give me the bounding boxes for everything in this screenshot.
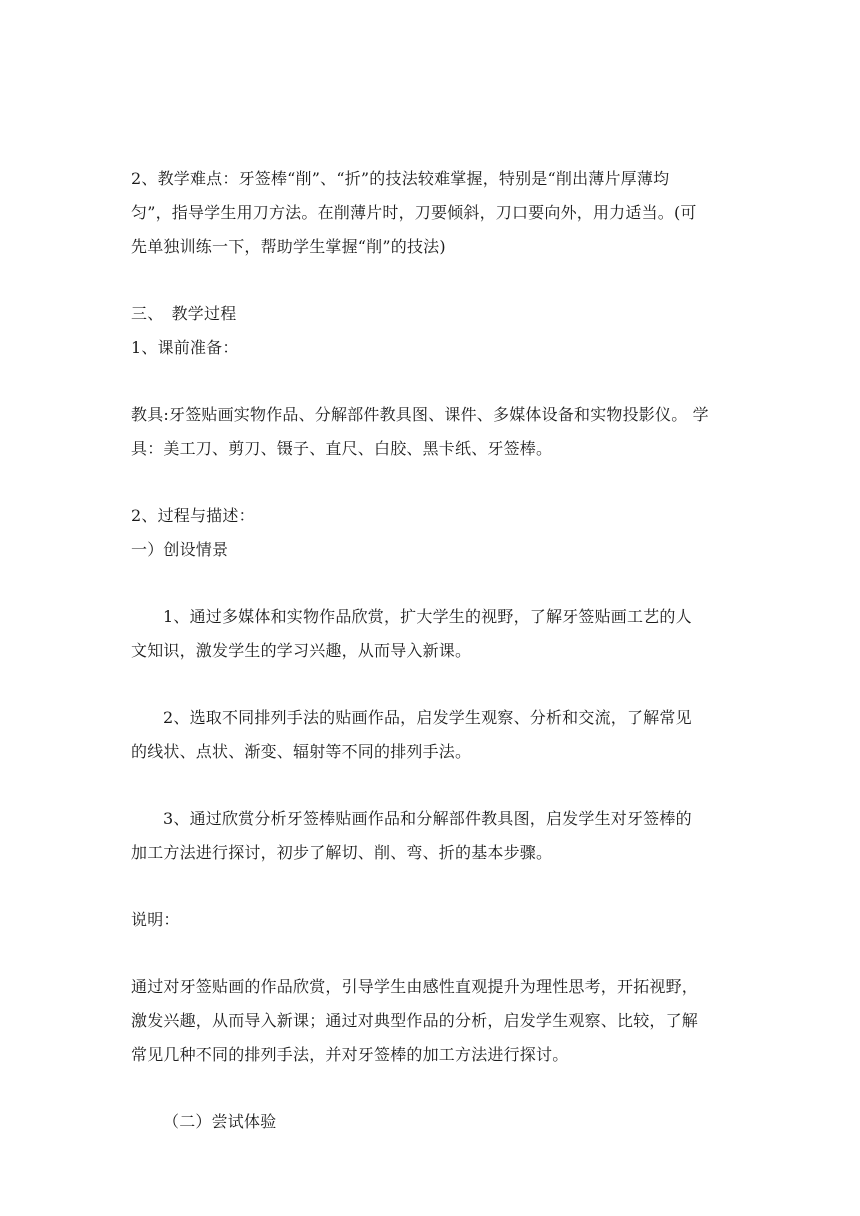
item1-line-2: 文知识，激发学生的学习兴趣，从而导入新课。 — [131, 641, 472, 660]
tools-line-1: 教具:牙签贴画实物作品、分解部件教具图、课件、多媒体设备和实物投影仪。 学 — [131, 405, 709, 424]
note-line-1: 通过对牙签贴画的作品欣赏，引导学生由感性直观提升为理性思考，开拓视野， — [131, 977, 699, 996]
difficulty-line-3: 先单独训练一下，帮助学生掌握“削”的技法) — [131, 237, 446, 256]
item2-line-1: 2、选取不同排列手法的贴画作品，启发学生观察、分析和交流，了解常见 — [163, 708, 692, 727]
difficulty-line-2: 匀”，指导学生用刀方法。在削薄片时，刀要倾斜，刀口要向外，用力适当。(可 — [131, 203, 697, 222]
part2-heading: （二）尝试体验 — [163, 1112, 277, 1131]
difficulty-line-1: 2、教学难点：牙签棒“削”、“折”的技法较难掌握，特别是“削出薄片厚薄均 — [131, 169, 670, 188]
tools-line-2: 具：美工刀、剪刀、镊子、直尺、白胶、黑卡纸、牙签棒。 — [131, 439, 553, 458]
note-line-3: 常见几种不同的排列手法，并对牙签棒的加工方法进行探讨。 — [131, 1045, 569, 1064]
subheading-process: 2、过程与描述： — [131, 506, 255, 525]
note-line-2: 激发兴趣，从而导入新课；通过对典型作品的分析，启发学生观察、比较，了解 — [131, 1011, 699, 1030]
part1-heading: 一）创设情景 — [131, 540, 229, 559]
item3-line-1: 3、通过欣赏分析牙签棒贴画作品和分解部件教具图，启发学生对牙签棒的 — [163, 809, 692, 828]
note-label: 说明： — [131, 910, 180, 929]
item3-line-2: 加工方法进行探讨，初步了解切、削、弯、折的基本步骤。 — [131, 843, 553, 862]
subheading-preparation: 1、课前准备： — [131, 338, 239, 357]
section-heading-teaching-process: 三、 教学过程 — [131, 304, 237, 323]
item1-line-1: 1、通过多媒体和实物作品欣赏，扩大学生的视野，了解牙签贴画工艺的人 — [163, 607, 692, 626]
item2-line-2: 的线状、点状、渐变、辐射等不同的排列手法。 — [131, 742, 472, 761]
